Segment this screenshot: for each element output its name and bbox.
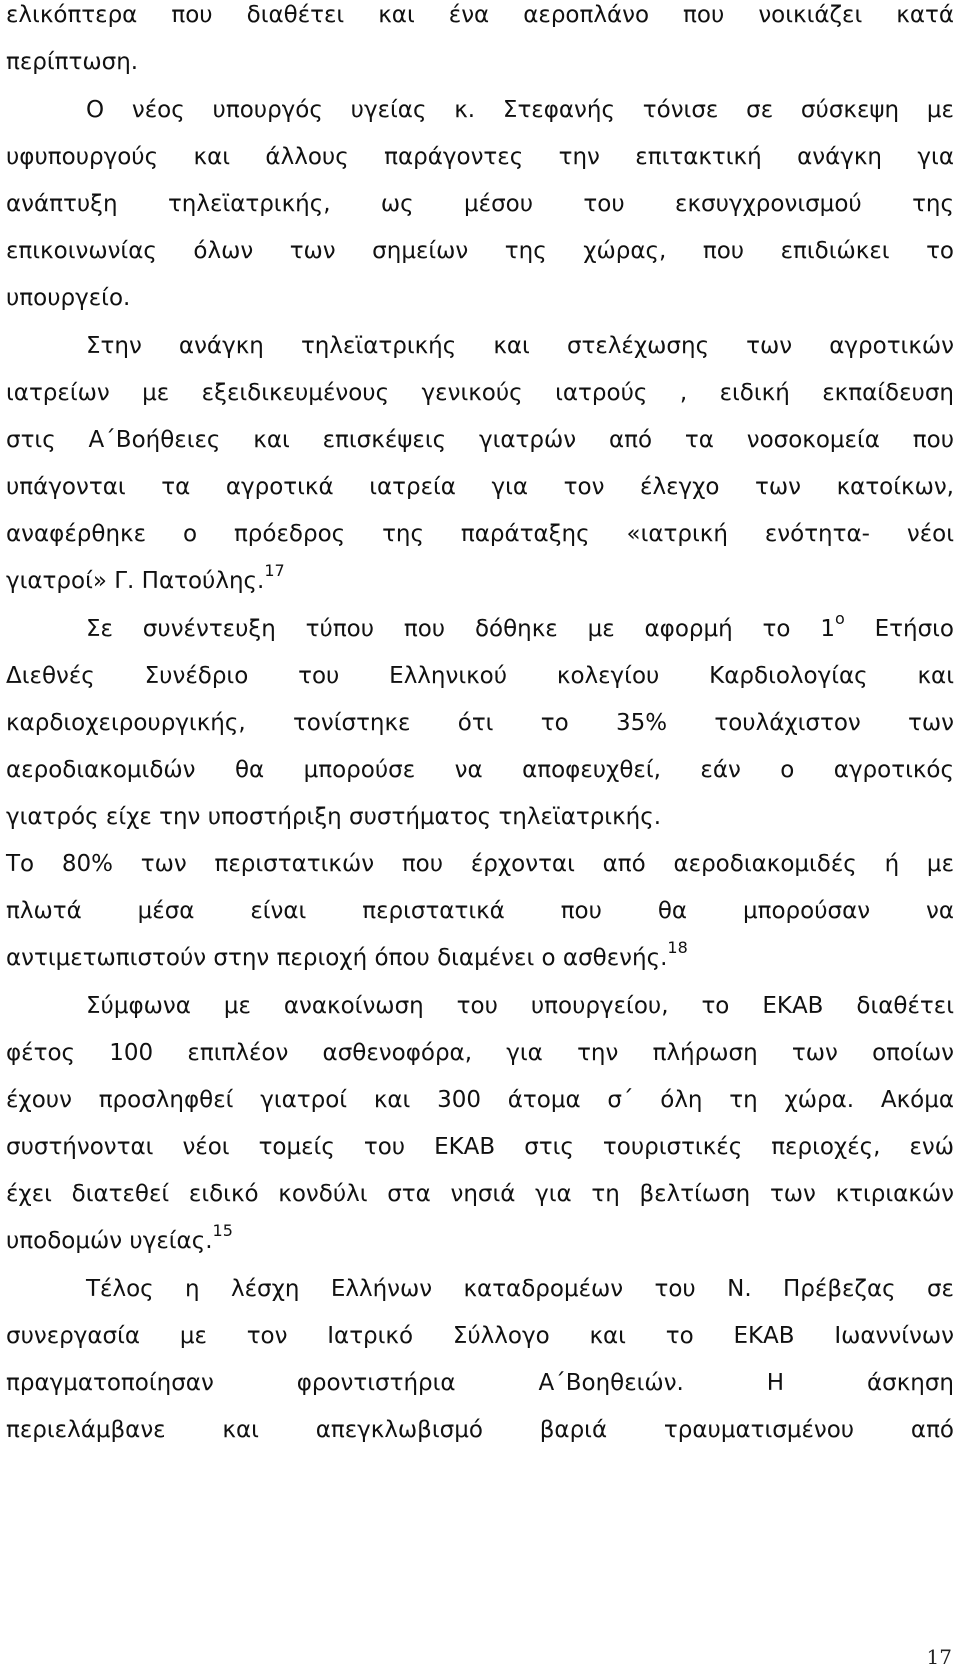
text-line-with-footnote xyxy=(6,1221,233,1256)
text-line: ελικόπτερα που διαθέτει και ένα αεροπλάνο που νοικιάζει κατά xyxy=(6,2,954,28)
text-line: υπάγονται τα αγροτικά ιατρεία για τον έλεγχο των κατοίκων, xyxy=(6,474,954,500)
text-line: Ο νέος υπουργός υγείας κ. Στεφανής τόνισε σε σύσκεψη με xyxy=(86,97,954,123)
text-line: Το 80% των περιστατικών που έρχονται από αεροδιακομιδές ή με xyxy=(6,851,954,877)
line-text: γιατροί» Γ. Πατούλης. xyxy=(6,568,265,594)
text-line: ιατρείων με εξειδικευμένους γενικούς ιατρούς , ειδική εκπαίδευση xyxy=(6,380,954,406)
text-line: φέτος 100 επιπλέον ασθενοφόρα, για την πλήρωση των οποίων xyxy=(6,1040,954,1066)
text-line: υπουργείο. xyxy=(6,285,131,311)
text-line: γιατρός είχε την υποστήριξη συστήματος τηλεϊατρικής. xyxy=(6,804,662,830)
text-line: έχουν προσληφθεί γιατροί και 300 άτομα σ΄ όλη τη χώρα. Ακόμα xyxy=(6,1087,954,1113)
line-text: Σε συνέντευξη τύπου που δόθηκε με αφορμή το 1 xyxy=(86,616,835,642)
text-line: αναφέρθηκε ο πρόεδρος της παράταξης «ιατρική ενότητα- νέοι xyxy=(6,521,954,547)
footnote-marker: 15 xyxy=(212,1221,233,1240)
text-line: περίπτωση. xyxy=(6,49,139,75)
text-line: Σύμφωνα με ανακοίνωση του υπουργείου, το ΕΚΑΒ διαθέτει xyxy=(86,993,954,1019)
text-line: Στην ανάγκη τηλεϊατρικής και στελέχωσης των αγροτικών xyxy=(86,333,954,359)
text-line: επικοινωνίας όλων των σημείων της χώρας, που επιδιώκει το xyxy=(6,238,954,264)
text-line-with-superscript xyxy=(86,609,954,644)
text-line: αεροδιακομιδών θα μπορούσε να αποφευχθεί, εάν ο αγροτικός xyxy=(6,757,954,783)
text-line: στις Α΄Βοήθειες και επισκέψεις γιατρών από τα νοσοκομεία που xyxy=(6,427,954,453)
line-text-continued: Ετήσιο xyxy=(844,616,954,642)
text-line: πλωτά μέσα είναι περιστατικά που θα μπορούσαν να xyxy=(6,898,954,924)
text-line-with-footnote xyxy=(6,938,688,973)
line-text: υποδομών υγείας. xyxy=(6,1228,213,1254)
text-line: πραγματοποίησαν φροντιστήρια Α΄Βοηθειών. Η άσκηση xyxy=(6,1370,954,1396)
text-line: περιελάμβανε και απεγκλωβισμό βαριά τραυματισμένου από xyxy=(6,1417,954,1443)
ordinal-superscript: ο xyxy=(834,609,845,628)
page-number: 17 xyxy=(926,1645,952,1669)
text-line: υφυπουργούς και άλλους παράγοντες την επιτακτική ανάγκη για xyxy=(6,144,954,170)
text-line: συστήνονται νέοι τομείς του ΕΚΑΒ στις τουριστικές περιοχές, ενώ xyxy=(6,1134,954,1160)
text-line-with-footnote xyxy=(6,561,285,596)
text-line: Τέλος η λέσχη Ελλήνων καταδρομέων του Ν. Πρέβεζας σε xyxy=(86,1276,954,1302)
text-line: ανάπτυξη τηλεϊατρικής, ως μέσου του εκσυγχρονισμού της xyxy=(6,191,954,217)
text-line: έχει διατεθεί ειδικό κονδύλι στα νησιά για τη βελτίωση των κτιριακών xyxy=(6,1181,954,1207)
text-line: Διεθνές Συνέδριο του Ελληνικού κολεγίου Καρδιολογίας και xyxy=(6,663,954,689)
line-text: αντιμετωπιστούν στην περιοχή όπου διαμένει ο ασθενής. xyxy=(6,945,668,971)
text-line: συνεργασία με τον Ιατρικό Σύλλογο και το ΕΚΑΒ Ιωαννίνων xyxy=(6,1323,954,1349)
text-line: καρδιοχειρουργικής, τονίστηκε ότι το 35% τουλάχιστον των xyxy=(6,710,954,736)
footnote-marker: 17 xyxy=(264,561,285,580)
footnote-marker: 18 xyxy=(667,938,688,957)
